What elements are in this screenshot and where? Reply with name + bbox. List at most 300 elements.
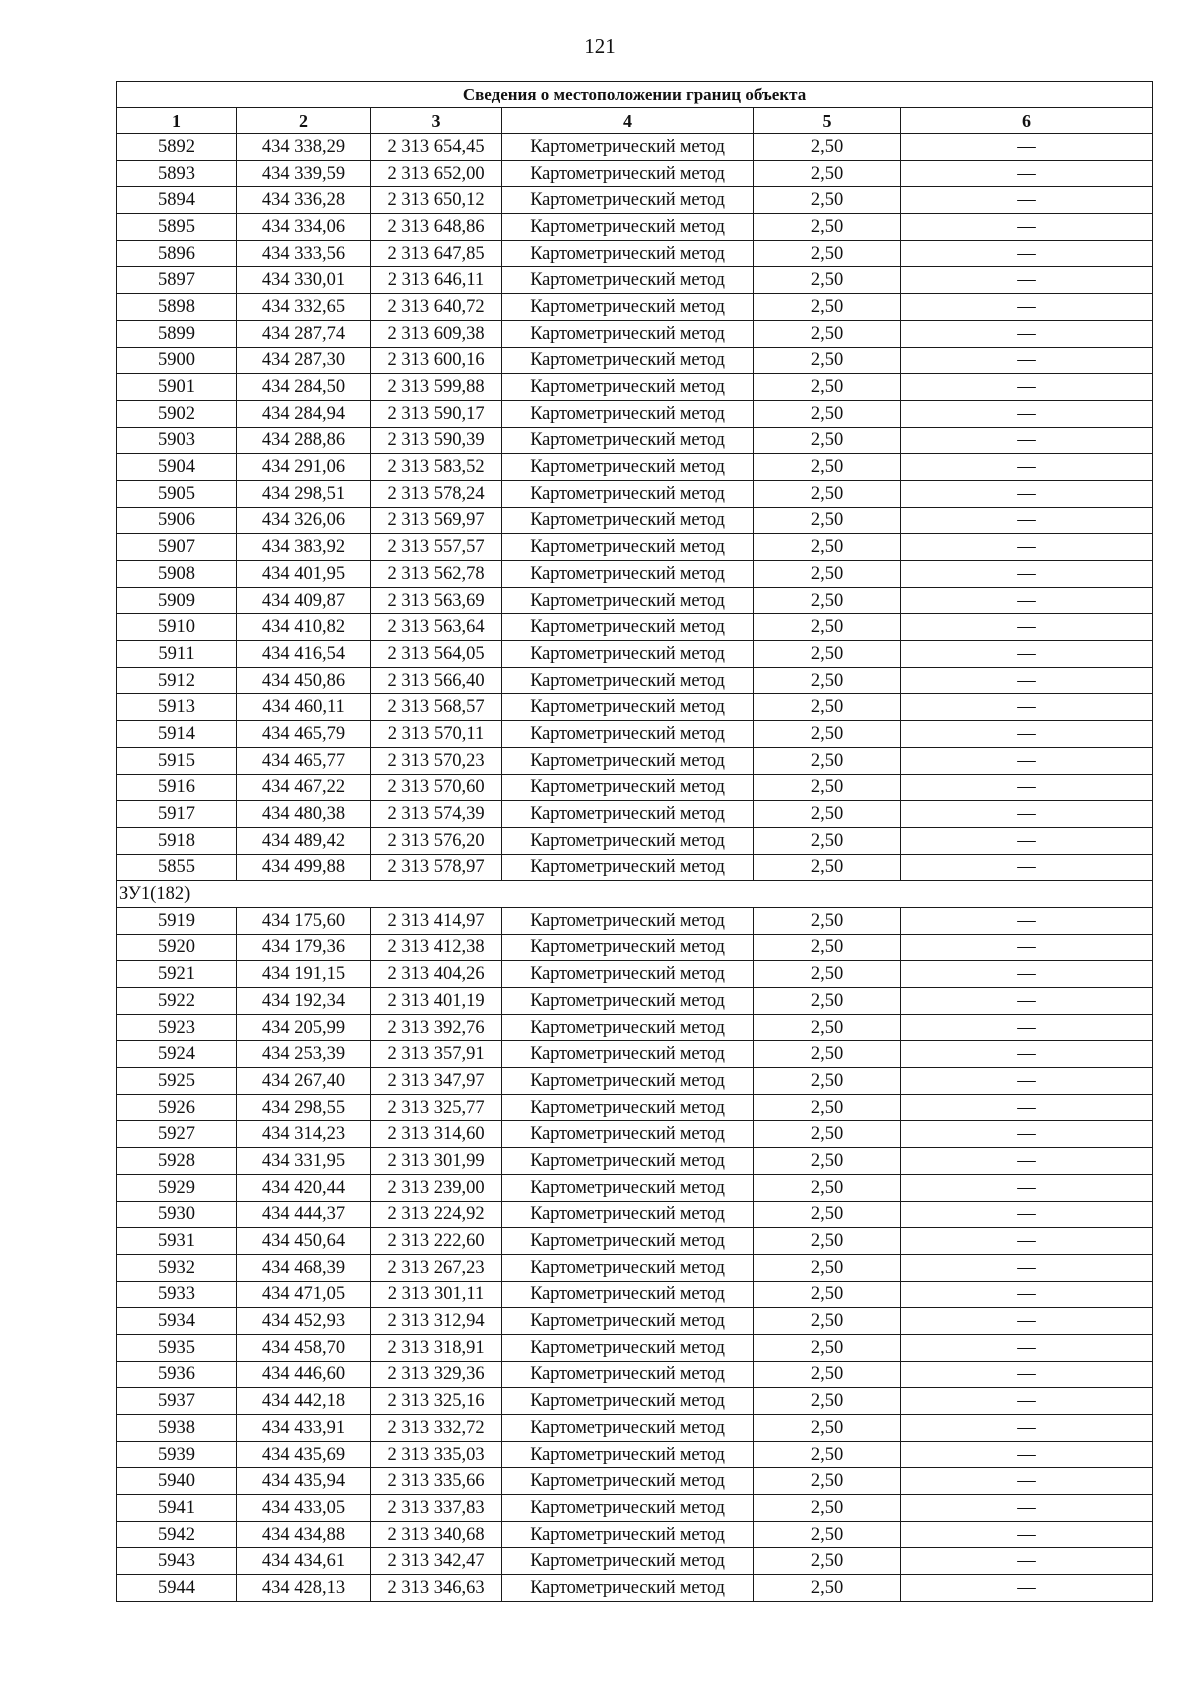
method-cell: Картометрический метод — [502, 1548, 754, 1575]
table-row — [117, 427, 1153, 454]
point-number-cell: 5925 — [117, 1068, 237, 1095]
coordinate-y-cell: 2 313 346,63 — [371, 1575, 502, 1602]
accuracy-cell: 2,50 — [754, 934, 901, 961]
description-cell: — — [901, 1334, 1153, 1361]
table-row — [117, 480, 1153, 507]
point-number-cell: 5938 — [117, 1415, 237, 1442]
accuracy-cell: 2,50 — [754, 507, 901, 534]
method-cell: Картометрический метод — [502, 1041, 754, 1068]
point-number-cell: 5912 — [117, 667, 237, 694]
point-number-cell: 5926 — [117, 1094, 237, 1121]
method-cell: Картометрический метод — [502, 347, 754, 374]
point-number-cell: 5908 — [117, 561, 237, 588]
coordinate-y-cell: 2 313 583,52 — [371, 454, 502, 481]
description-cell: — — [901, 694, 1153, 721]
table-row — [117, 400, 1153, 427]
method-cell: Картометрический метод — [502, 561, 754, 588]
coordinate-y-cell: 2 313 332,72 — [371, 1415, 502, 1442]
table-row — [117, 1468, 1153, 1495]
table-body — [117, 82, 1153, 1602]
table-row — [117, 614, 1153, 641]
method-cell: Картометрический метод — [502, 320, 754, 347]
accuracy-cell: 2,50 — [754, 988, 901, 1015]
point-number-cell: 5922 — [117, 988, 237, 1015]
coordinate-x-cell: 434 339,59 — [237, 160, 371, 187]
table-row — [117, 320, 1153, 347]
description-cell: — — [901, 747, 1153, 774]
method-cell: Картометрический метод — [502, 721, 754, 748]
accuracy-cell: 2,50 — [754, 1014, 901, 1041]
method-cell: Картометрический метод — [502, 1521, 754, 1548]
coordinate-x-cell: 434 450,86 — [237, 667, 371, 694]
table-row — [117, 1415, 1153, 1442]
coordinate-y-cell: 2 313 340,68 — [371, 1521, 502, 1548]
coordinate-y-cell: 2 313 325,77 — [371, 1094, 502, 1121]
description-cell: — — [901, 1281, 1153, 1308]
coordinate-x-cell: 434 192,34 — [237, 988, 371, 1015]
method-cell: Картометрический метод — [502, 1388, 754, 1415]
description-cell: — — [901, 1014, 1153, 1041]
table-row — [117, 854, 1153, 881]
coordinate-x-cell: 434 428,13 — [237, 1575, 371, 1602]
table-row — [117, 347, 1153, 374]
coordinate-x-cell: 434 435,94 — [237, 1468, 371, 1495]
coordinate-y-cell: 2 313 557,57 — [371, 534, 502, 561]
point-number-cell: 5933 — [117, 1281, 237, 1308]
accuracy-cell: 2,50 — [754, 774, 901, 801]
table-row — [117, 214, 1153, 241]
description-cell: — — [901, 907, 1153, 934]
table-row — [117, 1575, 1153, 1602]
table-row — [117, 1281, 1153, 1308]
table-row — [117, 801, 1153, 828]
coordinate-x-cell: 434 291,06 — [237, 454, 371, 481]
coordinate-y-cell: 2 313 401,19 — [371, 988, 502, 1015]
point-number-cell: 5917 — [117, 801, 237, 828]
coordinate-x-cell: 434 205,99 — [237, 1014, 371, 1041]
description-cell: — — [901, 1361, 1153, 1388]
method-cell: Картометрический метод — [502, 1228, 754, 1255]
method-cell: Картометрический метод — [502, 1148, 754, 1175]
page-number: 121 — [584, 34, 616, 58]
accuracy-cell: 2,50 — [754, 240, 901, 267]
section-label: ЗУ1(182) — [117, 881, 1153, 908]
coordinate-y-cell: 2 313 335,66 — [371, 1468, 502, 1495]
coordinate-x-cell: 434 434,61 — [237, 1548, 371, 1575]
description-cell: — — [901, 187, 1153, 214]
method-cell: Картометрический метод — [502, 1254, 754, 1281]
table-row — [117, 454, 1153, 481]
table-row — [117, 294, 1153, 321]
accuracy-cell: 2,50 — [754, 1068, 901, 1095]
description-cell: — — [901, 641, 1153, 668]
table-row — [117, 507, 1153, 534]
accuracy-cell: 2,50 — [754, 374, 901, 401]
accuracy-cell: 2,50 — [754, 1041, 901, 1068]
table-row — [117, 1254, 1153, 1281]
coordinate-x-cell: 434 331,95 — [237, 1148, 371, 1175]
description-cell: — — [901, 427, 1153, 454]
accuracy-cell: 2,50 — [754, 1201, 901, 1228]
coordinate-x-cell: 434 434,88 — [237, 1521, 371, 1548]
table-row — [117, 721, 1153, 748]
coordinate-x-cell: 434 191,15 — [237, 961, 371, 988]
table-row — [117, 667, 1153, 694]
accuracy-cell: 2,50 — [754, 827, 901, 854]
coordinate-y-cell: 2 313 337,83 — [371, 1495, 502, 1522]
coordinate-x-cell: 434 442,18 — [237, 1388, 371, 1415]
description-cell: — — [901, 774, 1153, 801]
accuracy-cell: 2,50 — [754, 667, 901, 694]
table-row — [117, 961, 1153, 988]
point-number-cell: 5935 — [117, 1334, 237, 1361]
description-cell: — — [901, 1201, 1153, 1228]
coordinate-y-cell: 2 313 301,99 — [371, 1148, 502, 1175]
point-number-cell: 5910 — [117, 614, 237, 641]
table-row — [117, 934, 1153, 961]
point-number-cell: 5916 — [117, 774, 237, 801]
accuracy-cell: 2,50 — [754, 1094, 901, 1121]
table-row — [117, 374, 1153, 401]
accuracy-cell: 2,50 — [754, 587, 901, 614]
description-cell: — — [901, 1521, 1153, 1548]
accuracy-cell: 2,50 — [754, 534, 901, 561]
coordinate-x-cell: 434 446,60 — [237, 1361, 371, 1388]
point-number-cell: 5906 — [117, 507, 237, 534]
description-cell: — — [901, 1121, 1153, 1148]
coordinate-y-cell: 2 313 648,86 — [371, 214, 502, 241]
method-cell: Картометрический метод — [502, 374, 754, 401]
table-row — [117, 1068, 1153, 1095]
accuracy-cell: 2,50 — [754, 747, 901, 774]
point-number-cell: 5918 — [117, 827, 237, 854]
column-number: 1 — [117, 108, 237, 134]
description-cell: — — [901, 827, 1153, 854]
accuracy-cell: 2,50 — [754, 1468, 901, 1495]
description-cell: — — [901, 1228, 1153, 1255]
point-number-cell: 5936 — [117, 1361, 237, 1388]
coordinate-x-cell: 434 330,01 — [237, 267, 371, 294]
point-number-cell: 5943 — [117, 1548, 237, 1575]
table-row — [117, 1014, 1153, 1041]
method-cell: Картометрический метод — [502, 160, 754, 187]
point-number-cell: 5897 — [117, 267, 237, 294]
point-number-cell: 5909 — [117, 587, 237, 614]
coordinate-y-cell: 2 313 329,36 — [371, 1361, 502, 1388]
accuracy-cell: 2,50 — [754, 1521, 901, 1548]
coordinate-x-cell: 434 179,36 — [237, 934, 371, 961]
method-cell: Картометрический метод — [502, 240, 754, 267]
method-cell: Картометрический метод — [502, 587, 754, 614]
description-cell: — — [901, 721, 1153, 748]
method-cell: Картометрический метод — [502, 1201, 754, 1228]
coordinate-y-cell: 2 313 609,38 — [371, 320, 502, 347]
description-cell: — — [901, 1548, 1153, 1575]
accuracy-cell: 2,50 — [754, 294, 901, 321]
description-cell: — — [901, 667, 1153, 694]
coordinate-y-cell: 2 313 312,94 — [371, 1308, 502, 1335]
table-row — [117, 1174, 1153, 1201]
accuracy-cell: 2,50 — [754, 561, 901, 588]
coordinate-x-cell: 434 253,39 — [237, 1041, 371, 1068]
accuracy-cell: 2,50 — [754, 907, 901, 934]
description-cell: — — [901, 854, 1153, 881]
description-cell: — — [901, 267, 1153, 294]
coordinate-x-cell: 434 435,69 — [237, 1441, 371, 1468]
method-cell: Картометрический метод — [502, 694, 754, 721]
coordinate-x-cell: 434 460,11 — [237, 694, 371, 721]
accuracy-cell: 2,50 — [754, 267, 901, 294]
accuracy-cell: 2,50 — [754, 1308, 901, 1335]
coordinate-y-cell: 2 313 342,47 — [371, 1548, 502, 1575]
method-cell: Картометрический метод — [502, 1174, 754, 1201]
section-label-row — [117, 881, 1153, 908]
point-number-cell: 5915 — [117, 747, 237, 774]
point-number-cell: 5892 — [117, 134, 237, 161]
coordinate-x-cell: 434 499,88 — [237, 854, 371, 881]
accuracy-cell: 2,50 — [754, 961, 901, 988]
point-number-cell: 5904 — [117, 454, 237, 481]
method-cell: Картометрический метод — [502, 1014, 754, 1041]
coordinate-x-cell: 434 298,55 — [237, 1094, 371, 1121]
accuracy-cell: 2,50 — [754, 694, 901, 721]
point-number-cell: 5895 — [117, 214, 237, 241]
accuracy-cell: 2,50 — [754, 801, 901, 828]
coordinate-y-cell: 2 313 239,00 — [371, 1174, 502, 1201]
description-cell: — — [901, 214, 1153, 241]
table-row — [117, 1094, 1153, 1121]
coordinate-x-cell: 434 465,79 — [237, 721, 371, 748]
accuracy-cell: 2,50 — [754, 320, 901, 347]
point-number-cell: 5896 — [117, 240, 237, 267]
point-number-cell: 5907 — [117, 534, 237, 561]
description-cell: — — [901, 1068, 1153, 1095]
column-number: 5 — [754, 108, 901, 134]
table-row — [117, 1148, 1153, 1175]
coordinate-x-cell: 434 444,37 — [237, 1201, 371, 1228]
table-title-row — [117, 82, 1153, 108]
accuracy-cell: 2,50 — [754, 427, 901, 454]
point-number-cell: 5934 — [117, 1308, 237, 1335]
column-number: 2 — [237, 108, 371, 134]
point-number-cell: 5914 — [117, 721, 237, 748]
coordinate-x-cell: 434 420,44 — [237, 1174, 371, 1201]
description-cell: — — [901, 347, 1153, 374]
accuracy-cell: 2,50 — [754, 1495, 901, 1522]
method-cell: Картометрический метод — [502, 267, 754, 294]
accuracy-cell: 2,50 — [754, 1254, 901, 1281]
method-cell: Картометрический метод — [502, 187, 754, 214]
coordinate-x-cell: 434 287,74 — [237, 320, 371, 347]
description-cell: — — [901, 1495, 1153, 1522]
table-row — [117, 694, 1153, 721]
coordinate-y-cell: 2 313 412,38 — [371, 934, 502, 961]
coordinate-y-cell: 2 313 569,97 — [371, 507, 502, 534]
table-row — [117, 134, 1153, 161]
point-number-cell: 5930 — [117, 1201, 237, 1228]
description-cell: — — [901, 1148, 1153, 1175]
table-row — [117, 1334, 1153, 1361]
coordinate-y-cell: 2 313 578,24 — [371, 480, 502, 507]
coordinate-y-cell: 2 313 301,11 — [371, 1281, 502, 1308]
method-cell: Картометрический метод — [502, 1121, 754, 1148]
accuracy-cell: 2,50 — [754, 454, 901, 481]
coordinate-y-cell: 2 313 574,39 — [371, 801, 502, 828]
coordinate-x-cell: 434 458,70 — [237, 1334, 371, 1361]
coordinate-x-cell: 434 288,86 — [237, 427, 371, 454]
method-cell: Картометрический метод — [502, 1575, 754, 1602]
coordinate-x-cell: 434 175,60 — [237, 907, 371, 934]
description-cell: — — [901, 961, 1153, 988]
description-cell: — — [901, 1468, 1153, 1495]
table-row — [117, 747, 1153, 774]
method-cell: Картометрический метод — [502, 801, 754, 828]
method-cell: Картометрический метод — [502, 1415, 754, 1442]
description-cell: — — [901, 374, 1153, 401]
coordinate-x-cell: 434 450,64 — [237, 1228, 371, 1255]
accuracy-cell: 2,50 — [754, 1361, 901, 1388]
accuracy-cell: 2,50 — [754, 214, 901, 241]
point-number-cell: 5913 — [117, 694, 237, 721]
table-row — [117, 187, 1153, 214]
coordinate-x-cell: 434 334,06 — [237, 214, 371, 241]
point-number-cell: 5911 — [117, 641, 237, 668]
accuracy-cell: 2,50 — [754, 187, 901, 214]
point-number-cell: 5931 — [117, 1228, 237, 1255]
column-number: 3 — [371, 108, 502, 134]
table-row — [117, 1388, 1153, 1415]
description-cell: — — [901, 614, 1153, 641]
table-row — [117, 1521, 1153, 1548]
description-cell: — — [901, 240, 1153, 267]
description-cell: — — [901, 801, 1153, 828]
point-number-cell: 5919 — [117, 907, 237, 934]
point-number-cell: 5901 — [117, 374, 237, 401]
coordinate-x-cell: 434 480,38 — [237, 801, 371, 828]
description-cell: — — [901, 480, 1153, 507]
coordinate-y-cell: 2 313 650,12 — [371, 187, 502, 214]
description-cell: — — [901, 320, 1153, 347]
table-row — [117, 561, 1153, 588]
method-cell: Картометрический метод — [502, 134, 754, 161]
point-number-cell: 5932 — [117, 1254, 237, 1281]
point-number-cell: 5928 — [117, 1148, 237, 1175]
method-cell: Картометрический метод — [502, 294, 754, 321]
method-cell: Картометрический метод — [502, 1094, 754, 1121]
table-row — [117, 827, 1153, 854]
description-cell: — — [901, 1575, 1153, 1602]
table-row — [117, 1121, 1153, 1148]
accuracy-cell: 2,50 — [754, 1575, 901, 1602]
method-cell: Картометрический метод — [502, 774, 754, 801]
method-cell: Картометрический метод — [502, 1495, 754, 1522]
coordinate-x-cell: 434 433,91 — [237, 1415, 371, 1442]
boundary-coordinates-table — [116, 81, 1153, 1602]
coordinate-x-cell: 434 410,82 — [237, 614, 371, 641]
coordinate-y-cell: 2 313 562,78 — [371, 561, 502, 588]
coordinate-y-cell: 2 313 654,45 — [371, 134, 502, 161]
description-cell: — — [901, 400, 1153, 427]
coordinate-y-cell: 2 313 647,85 — [371, 240, 502, 267]
description-cell: — — [901, 534, 1153, 561]
accuracy-cell: 2,50 — [754, 1415, 901, 1442]
table-row — [117, 1228, 1153, 1255]
coordinate-x-cell: 434 433,05 — [237, 1495, 371, 1522]
coordinate-y-cell: 2 313 646,11 — [371, 267, 502, 294]
description-cell: — — [901, 1388, 1153, 1415]
method-cell: Картометрический метод — [502, 988, 754, 1015]
method-cell: Картометрический метод — [502, 827, 754, 854]
method-cell: Картометрический метод — [502, 507, 754, 534]
point-number-cell: 5940 — [117, 1468, 237, 1495]
coordinate-x-cell: 434 338,29 — [237, 134, 371, 161]
description-cell: — — [901, 294, 1153, 321]
method-cell: Картометрический метод — [502, 1334, 754, 1361]
table-row — [117, 641, 1153, 668]
coordinate-y-cell: 2 313 392,76 — [371, 1014, 502, 1041]
table-row — [117, 774, 1153, 801]
coordinate-y-cell: 2 313 600,16 — [371, 347, 502, 374]
table-row — [117, 1041, 1153, 1068]
method-cell: Картометрический метод — [502, 934, 754, 961]
point-number-cell: 5929 — [117, 1174, 237, 1201]
description-cell: — — [901, 587, 1153, 614]
table-row — [117, 1201, 1153, 1228]
coordinate-x-cell: 434 287,30 — [237, 347, 371, 374]
accuracy-cell: 2,50 — [754, 347, 901, 374]
description-cell: — — [901, 1094, 1153, 1121]
coordinate-x-cell: 434 267,40 — [237, 1068, 371, 1095]
coordinate-y-cell: 2 313 224,92 — [371, 1201, 502, 1228]
coordinate-y-cell: 2 313 222,60 — [371, 1228, 502, 1255]
table-row — [117, 160, 1153, 187]
accuracy-cell: 2,50 — [754, 134, 901, 161]
method-cell: Картометрический метод — [502, 427, 754, 454]
table-row — [117, 1308, 1153, 1335]
table-row — [117, 1361, 1153, 1388]
accuracy-cell: 2,50 — [754, 854, 901, 881]
description-cell: — — [901, 934, 1153, 961]
description-cell: — — [901, 1441, 1153, 1468]
coordinate-y-cell: 2 313 357,91 — [371, 1041, 502, 1068]
coordinate-y-cell: 2 313 563,64 — [371, 614, 502, 641]
coordinate-y-cell: 2 313 325,16 — [371, 1388, 502, 1415]
coordinate-y-cell: 2 313 404,26 — [371, 961, 502, 988]
accuracy-cell: 2,50 — [754, 480, 901, 507]
point-number-cell: 5921 — [117, 961, 237, 988]
description-cell: — — [901, 160, 1153, 187]
point-number-cell: 5893 — [117, 160, 237, 187]
point-number-cell: 5899 — [117, 320, 237, 347]
coordinate-y-cell: 2 313 267,23 — [371, 1254, 502, 1281]
point-number-cell: 5923 — [117, 1014, 237, 1041]
description-cell: — — [901, 1308, 1153, 1335]
coordinate-y-cell: 2 313 314,60 — [371, 1121, 502, 1148]
point-number-cell: 5905 — [117, 480, 237, 507]
description-cell: — — [901, 1415, 1153, 1442]
method-cell: Картометрический метод — [502, 454, 754, 481]
coordinate-y-cell: 2 313 599,88 — [371, 374, 502, 401]
point-number-cell: 5927 — [117, 1121, 237, 1148]
method-cell: Картометрический метод — [502, 1068, 754, 1095]
method-cell: Картометрический метод — [502, 1361, 754, 1388]
coordinate-x-cell: 434 467,22 — [237, 774, 371, 801]
method-cell: Картометрический метод — [502, 1468, 754, 1495]
coordinate-x-cell: 434 465,77 — [237, 747, 371, 774]
coordinate-x-cell: 434 336,28 — [237, 187, 371, 214]
accuracy-cell: 2,50 — [754, 1148, 901, 1175]
coordinate-y-cell: 2 313 335,03 — [371, 1441, 502, 1468]
